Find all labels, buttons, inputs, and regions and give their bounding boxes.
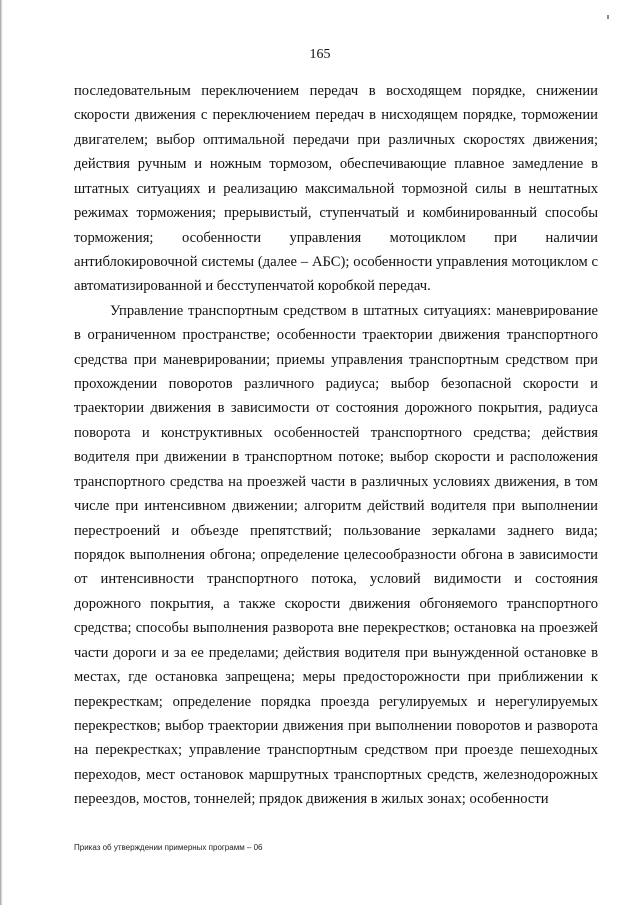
page-number: 165 (309, 47, 331, 62)
footer-note: Приказ об утверждении примерных программ – 06 (74, 843, 263, 852)
paragraph-2: Управление транспортным средством в штатных ситуациях: маневрирование в ограниченном пространстве; особенности траектории движения транспортного средства при маневрировании; приемы управления транспортным средством при прохождении поворотов различного радиуса; выбор безопасной скорости и траектории движения в зависимости от состояния дорожного покрытия, радиуса поворота и конструктивных особенностей транспортного средства; действия водителя при движении в транспортном потоке; выбор скорости и расположения транспортного средства на проезжей части в различных условиях движения, в том числе при интенсивном движении; алгоритм действий водителя при выполнении перестроений и объезде препятствий; пользование зеркалами заднего вида; порядок выполнения обгона; определение целесообразности обгона в зависимости от интенсивности транспортного потока, условий видимости и состояния дорожного покрытия, а также скорости движения обгоняемого транспортного средства; способы выполнения разворота вне перекрестков; остановка на проезжей части дороги и за ее пределами; действия водителя при вынужденной остановке в местах, где остановка запрещена; меры предосторожности при приближении к перекресткам; определение порядка проезда регулируемых и нерегулируемых перекрестков; выбор траектории движения при выполнении поворотов и разворота на перекрестках; управление транспортным средством при проезде пешеходных переходов, мест остановок маршрутных транспортных средств, железнодорожных переездов, мостов, тоннелей; прядок движения в жилых зонах; особенности (74, 302, 598, 808)
body-text (74, 79, 598, 812)
paragraph-1: последовательным переключением передач в восходящем порядке, снижении скорости движения с переключением передач в нисходящем порядке, торможении двигателем; выбор оптимальной передачи при различных скоростях движения; действия ручным и ножным тормозом, обеспечивающие плавное замедление в штатных ситуациях и реализацию максимальной тормозной силы в нештатных режимах торможения; прерывистый, ступенчатый и комбинированный способы торможения; особенности управления мотоциклом при наличии антиблокировочной системы (далее – АБС); особенности управления мотоциклом с автоматизированной и бесступенчатой коробкой передач. (74, 83, 598, 295)
scan-edge-shadow (0, 0, 3, 905)
scan-speck (607, 15, 609, 19)
